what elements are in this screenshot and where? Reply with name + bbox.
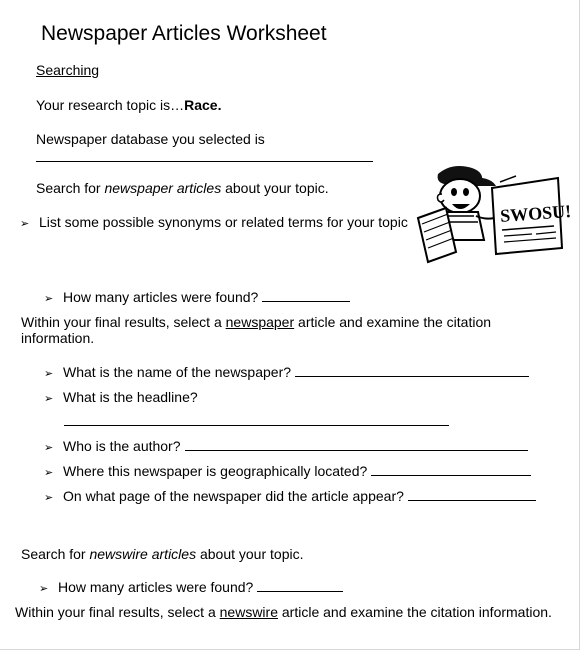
question-location	[44, 463, 531, 479]
question-newspaper-name	[44, 364, 529, 380]
newspaper-count-answer-line[interactable]	[262, 300, 350, 302]
within-newspaper-suffix: article and examine the citation	[294, 314, 492, 330]
within-newspaper-prefix: Within your final results, select a	[21, 314, 226, 330]
question-newspaper-name-text: What is the name of the newspaper?	[63, 364, 292, 380]
arrow-bullet-icon: ➢	[44, 368, 54, 380]
arrow-bullet-icon: ➢	[44, 393, 54, 405]
page-answer-line[interactable]	[408, 499, 536, 501]
research-topic-prefix: Your research topic is…	[36, 97, 185, 113]
search-newswire-italic: newswire articles	[89, 546, 197, 562]
newswire-count-question: How many articles were found?	[58, 579, 254, 595]
cartoon-sign-text: SWOSU!	[499, 201, 572, 226]
within-newswire-line	[15, 604, 552, 620]
synonyms-text: List some possible synonyms or related terms for your topic	[39, 214, 408, 230]
question-page	[44, 488, 536, 504]
research-topic-value: Race.	[184, 97, 222, 113]
author-answer-line[interactable]	[185, 449, 528, 451]
question-author-text: Who is the author?	[63, 438, 181, 454]
arrow-bullet-icon: ➢	[44, 467, 54, 479]
worksheet-title: Newspaper Articles Worksheet	[41, 22, 327, 45]
search-newswire-prefix: Search for	[21, 546, 90, 562]
within-newswire-underlined: newswire	[219, 604, 278, 620]
question-headline-text: What is the headline?	[63, 389, 198, 405]
search-newswire-suffix: about your topic.	[196, 546, 304, 562]
searching-heading: Searching	[36, 62, 100, 78]
newswire-count-answer-line[interactable]	[257, 590, 343, 592]
arrow-bullet-icon: ➢	[20, 218, 30, 230]
arrow-bullet-icon: ➢	[44, 442, 54, 454]
within-newspaper-underlined: newspaper	[225, 314, 295, 330]
arrow-bullet-icon: ➢	[44, 293, 54, 305]
within-newswire-suffix: article and examine the citation information.	[278, 604, 552, 620]
search-newspaper-suffix: about your topic.	[221, 180, 329, 196]
question-headline	[44, 389, 198, 405]
search-newspaper-italic: newspaper articles	[104, 180, 222, 196]
search-newspaper-line	[36, 180, 329, 196]
headline-answer-line[interactable]	[64, 425, 449, 426]
newspaper-count-item	[44, 289, 350, 305]
search-newspaper-prefix: Search for	[36, 180, 105, 196]
newspaper-count-question: How many articles were found?	[63, 289, 259, 305]
newsboy-cartoon-icon	[412, 160, 572, 268]
question-author	[44, 438, 528, 454]
arrow-bullet-icon: ➢	[39, 583, 49, 595]
database-answer-line[interactable]	[36, 161, 373, 162]
research-topic-line	[36, 97, 221, 113]
location-answer-line[interactable]	[371, 474, 531, 476]
newspaper-name-answer-line[interactable]	[295, 375, 529, 377]
within-newswire-prefix: Within your final results, select a	[15, 604, 220, 620]
within-newspaper-line2: information.	[21, 330, 95, 346]
database-prompt: Newspaper database you selected is	[36, 131, 265, 147]
synonyms-item	[20, 214, 408, 230]
search-newswire-line	[21, 546, 303, 562]
question-page-text: On what page of the newspaper did the article appear?	[63, 488, 404, 504]
question-location-text: Where this newspaper is geographically located?	[63, 463, 368, 479]
arrow-bullet-icon: ➢	[44, 492, 54, 504]
newswire-count-item	[39, 579, 343, 595]
within-newspaper-line	[21, 314, 491, 330]
